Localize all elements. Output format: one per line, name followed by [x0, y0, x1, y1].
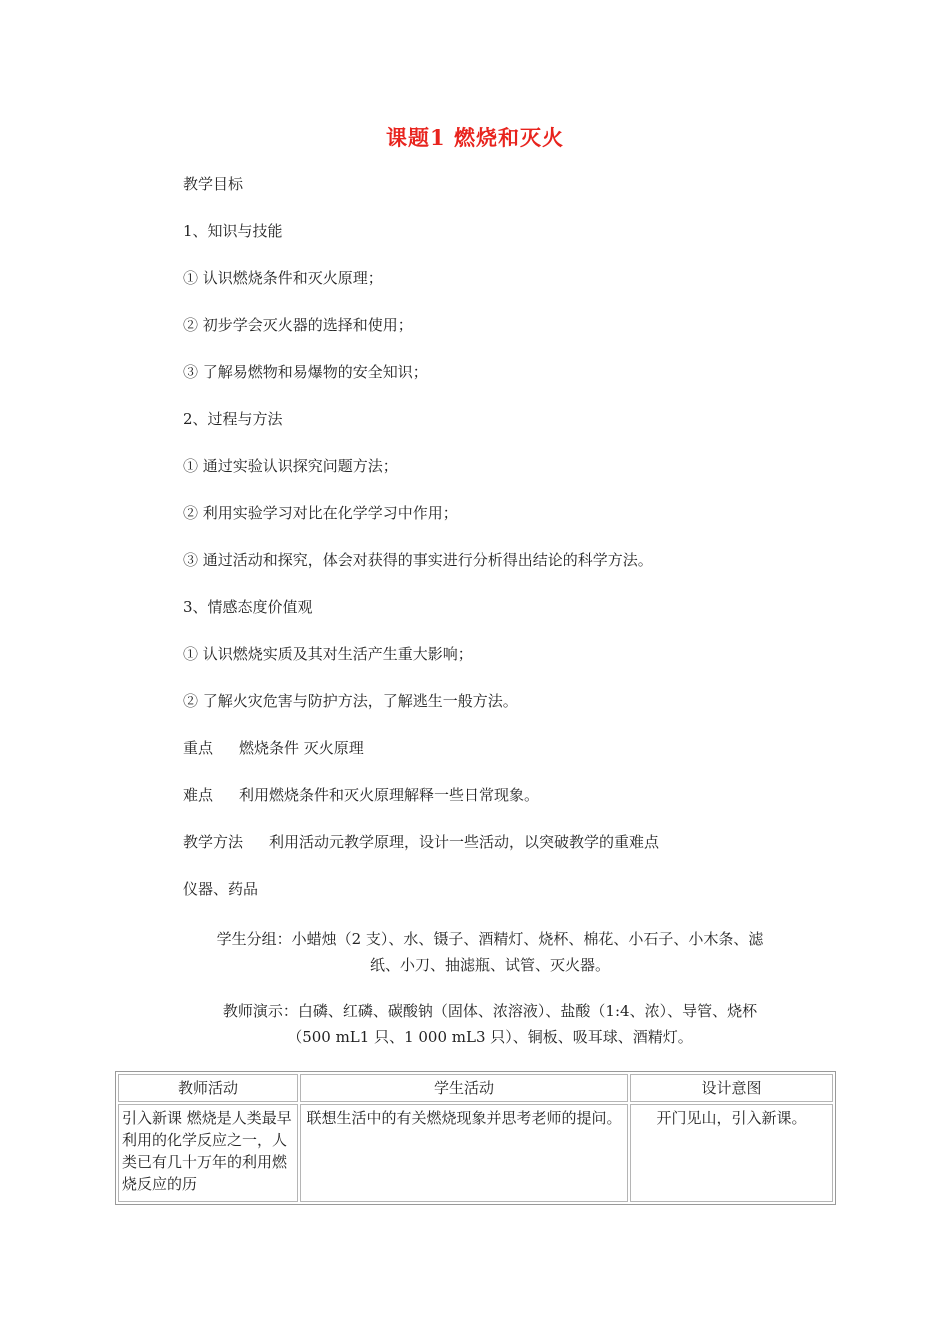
lesson-plan-table: [115, 1071, 836, 1205]
equipment-heading: 仪器、药品: [183, 880, 259, 898]
difficulty-label: 难点: [183, 786, 214, 804]
objective-line: ① 通过实验认识探究问题方法；: [183, 457, 398, 475]
teaching-method: [183, 832, 659, 852]
cell-student-activity-text: 联想生活中的有关燃烧现象并思考老师的提问。: [306, 1109, 622, 1127]
table-row: [118, 1104, 833, 1202]
page-title: 课题1 燃烧和灭火: [386, 125, 564, 150]
difficulty: [183, 785, 539, 805]
student-group-line: 纸、小刀、抽滤瓶、试管、灭火器。: [369, 956, 610, 974]
method-label: 教学方法: [183, 833, 244, 851]
cell-student-activity: [300, 1104, 628, 1202]
cell-teacher-activity-text: 引入新课 燃烧是人类最早利用的化学反应之一，人类已有几十万年的利用燃烧反应的历: [122, 1109, 292, 1193]
student-group-line: 学生分组：小蜡烛（2 支）、水、镊子、酒精灯、烧杯、棉花、小石子、小木条、滤: [216, 930, 764, 948]
key-point-label: 重点: [183, 739, 214, 757]
cell-design-intent-text: 开门见山，引入新课。: [656, 1109, 807, 1127]
header-design-intent: 设计意图: [630, 1074, 833, 1102]
method-text: 利用活动元教学原理，设计一些活动，以突破教学的重难点: [269, 833, 660, 851]
objective-line: ③ 了解易燃物和易爆物的安全知识；: [183, 363, 428, 381]
difficulty-text: 利用燃烧条件和灭火原理解释一些日常现象。: [239, 786, 540, 804]
objective-line: 1、知识与技能: [183, 222, 283, 240]
objective-line: ② 了解火灾危害与防护方法，了解逃生一般方法。: [183, 692, 518, 710]
cell-teacher-activity: [118, 1104, 298, 1202]
objectives-heading: 教学目标: [183, 175, 244, 193]
objective-line: ③ 通过活动和探究，体会对获得的事实进行分析得出结论的科学方法。: [183, 551, 653, 569]
objective-line: 3、情感态度价值观: [183, 598, 313, 616]
objective-line: ① 认识燃烧实质及其对生活产生重大影响；: [183, 645, 473, 663]
objective-line: 2、过程与方法: [183, 410, 283, 428]
objective-line: ① 认识燃烧条件和灭火原理；: [183, 269, 383, 287]
key-point-text: 燃烧条件 灭火原理: [239, 739, 364, 757]
key-point: [183, 738, 364, 758]
teacher-demo-materials: [160, 998, 820, 1050]
student-group-materials: [160, 926, 820, 978]
teacher-demo-line: （500 mL1 只、1 000 mL3 只）、铜板、吸耳球、酒精灯。: [287, 1028, 693, 1046]
header-student-activity: 学生活动: [300, 1074, 628, 1102]
objective-line: ② 利用实验学习对比在化学学习中作用；: [183, 504, 458, 522]
cell-design-intent: [630, 1104, 833, 1202]
table-header-row: [118, 1074, 833, 1102]
objective-line: ② 初步学会灭火器的选择和使用；: [183, 316, 413, 334]
header-teacher-activity: 教师活动: [118, 1074, 298, 1102]
teacher-demo-line: 教师演示：白磷、红磷、碳酸钠（固体、浓溶液）、盐酸（1:4、浓）、导管、烧杯: [222, 1002, 758, 1020]
